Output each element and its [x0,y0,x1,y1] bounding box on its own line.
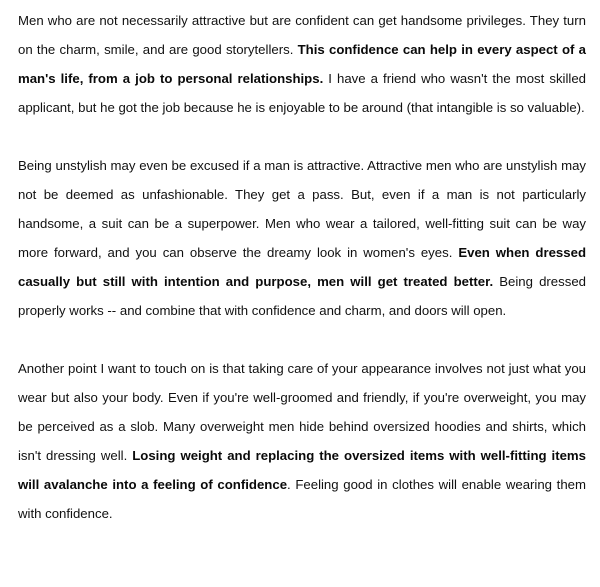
text-segment: Another point I want to touch on is that taking care of your appearance involves not just what you wear but also your body. Even if you're well-groomed and friendly, if you're overweight, you may be perceived as a slob. Many overweight men hide behind oversized hoodies and shirts, which isn't dressing well. [18,361,586,463]
paragraph-style [18,151,586,325]
paragraph-body [18,354,586,528]
text-segment: Being dressed properly works -- and combine that with confidence and charm, and doors will open. [18,274,586,318]
bold-text-segment: Losing weight and replacing the oversized items with well-fitting items will avalanche into a feeling of confidence [18,448,586,492]
paragraph-confidence [18,6,586,122]
bold-text-segment: This confidence can help in every aspect of a man's life, from a job to personal relationships. [18,42,586,86]
text-segment: Being unstylish may even be excused if a man is attractive. Attractive men who are unstylish may not be deemed as unfashionable. They get a pass. But, even if a man is not particularly handsome, a suit can be a superpower. Men who wear a tailored, well-fitting suit can be way more forward, and you can observe the dreamy look in women's eyes. [18,158,586,260]
bold-text-segment: Even when dressed casually but still with intention and purpose, men will get treated better. [18,245,586,289]
document-body [18,6,586,528]
text-segment: Men who are not necessarily attractive but are confident can get handsome privileges. They turn on the charm, smile, and are good storytellers. [18,13,586,57]
text-segment: . Feeling good in clothes will enable wearing them with confidence. [18,477,586,521]
text-segment: I have a friend who wasn't the most skilled applicant, but he got the job because he is enjoyable to be around (that intangible is so valuable). [18,71,586,115]
